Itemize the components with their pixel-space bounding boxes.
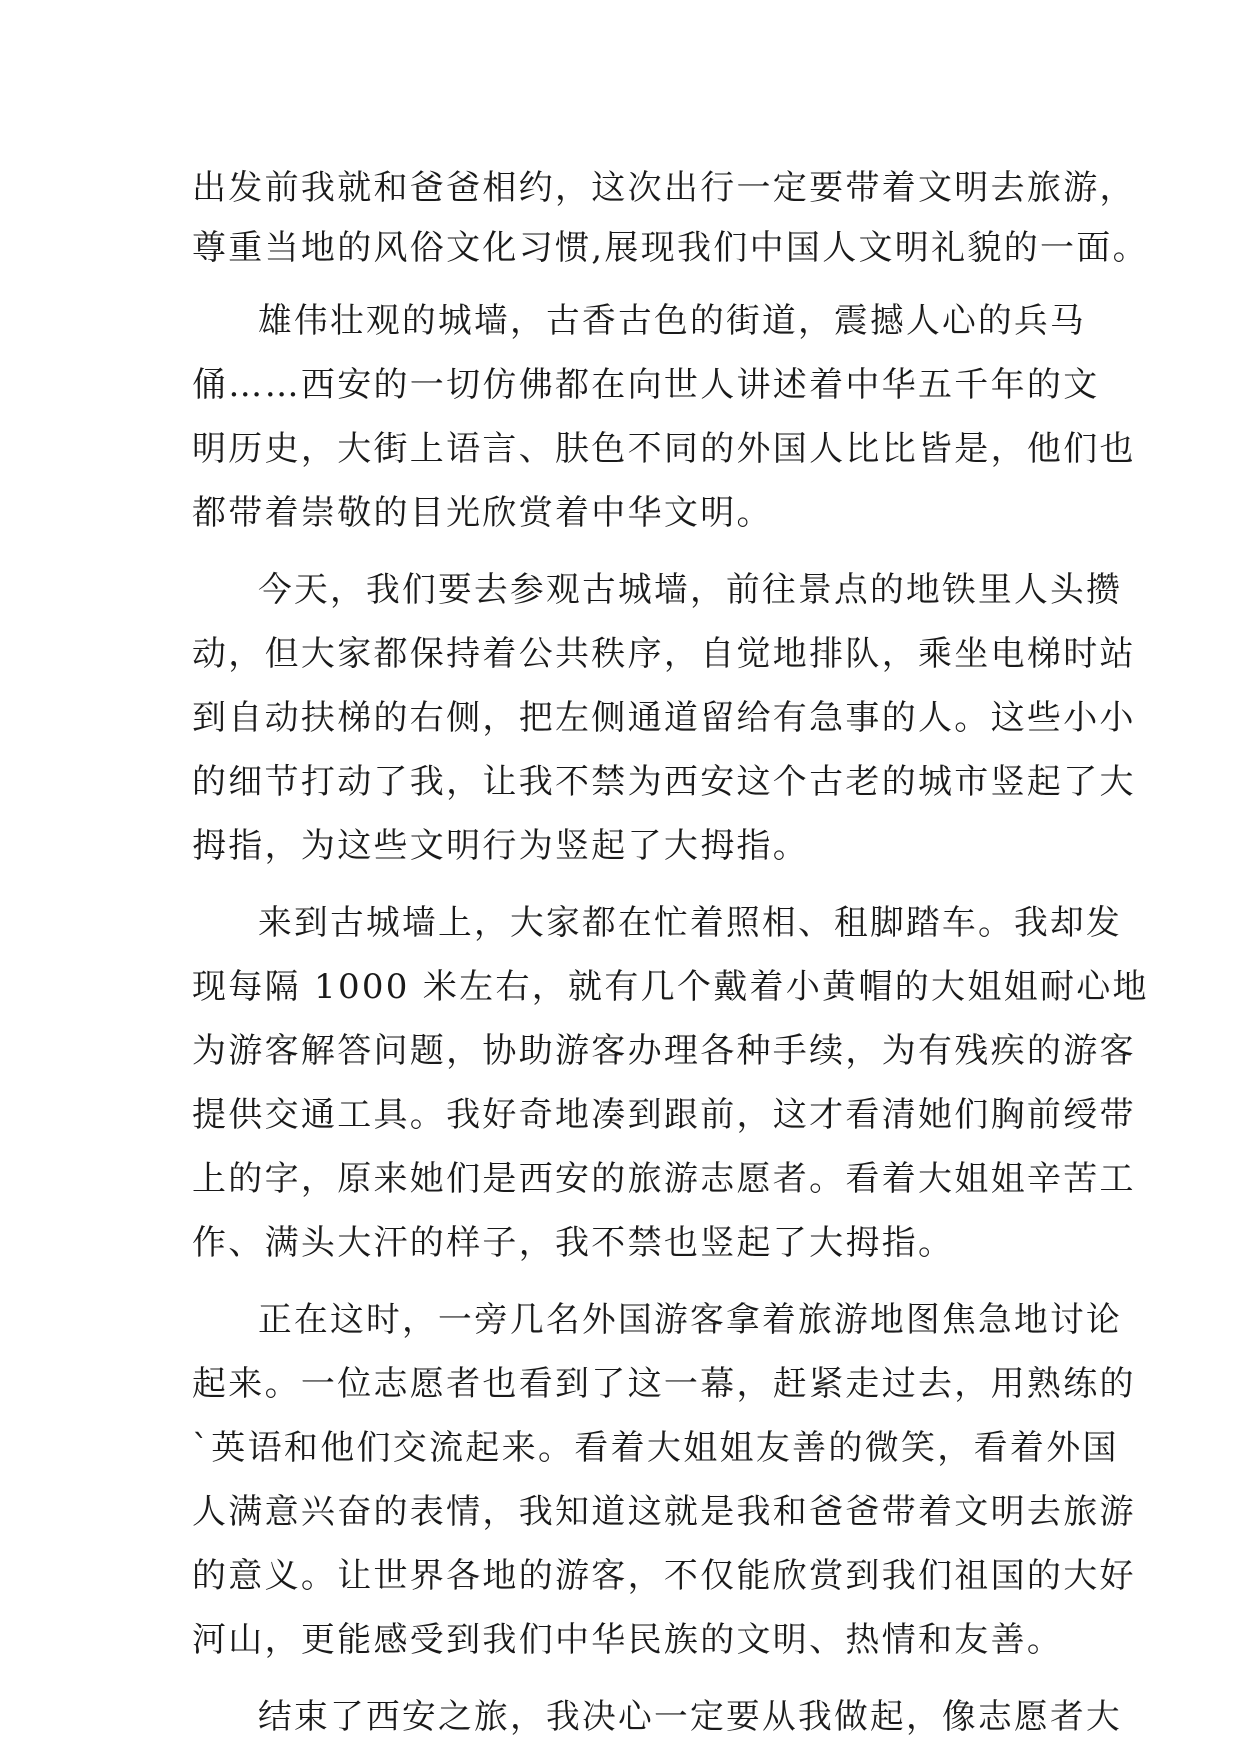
text-line: 作、满头大汗的样子，我不禁也竖起了大拇指。 xyxy=(192,1223,955,1263)
paragraph-start-line: 结束了西安之旅，我决心一定要从我做起，像志愿者大 xyxy=(258,1697,1122,1737)
text-line: 尊重当地的风俗文化习惯,展现我们中国人文明礼貌的一面。 xyxy=(192,228,1149,268)
text-line: 都带着崇敬的目光欣赏着中华文明。 xyxy=(192,493,773,533)
text-line: 出发前我就和爸爸相约，这次出行一定要带着文明去旅游， xyxy=(192,168,1136,208)
text-line: 动，但大家都保持着公共秩序，自觉地排队，乘坐电梯时站 xyxy=(192,634,1136,674)
text-line: 提供交通工具。我好奇地凑到跟前，这才看清她们胸前绶带 xyxy=(192,1095,1136,1135)
paragraph-start-line: 来到古城墙上，大家都在忙着照相、租脚踏车。我却发 xyxy=(258,903,1122,943)
text-line: 明历史，大街上语言、肤色不同的外国人比比皆是，他们也 xyxy=(192,429,1136,469)
text-line: 为游客解答问题，协助游客办理各种手续，为有残疾的游客 xyxy=(192,1031,1136,1071)
text-line: 人满意兴奋的表情，我知道这就是我和爸爸带着文明去旅游 xyxy=(192,1492,1136,1532)
paragraph-start-line: 正在这时，一旁几名外国游客拿着旅游地图焦急地讨论 xyxy=(258,1300,1122,1340)
text-line: 的细节打动了我，让我不禁为西安这个古老的城市竖起了大 xyxy=(192,762,1136,802)
text-line: 河山，更能感受到我们中华民族的文明、热情和友善。 xyxy=(192,1620,1064,1660)
text-line: 起来。一位志愿者也看到了这一幕，赶紧走过去，用熟练的 xyxy=(192,1364,1136,1404)
text-line: 到自动扶梯的右侧，把左侧通道留给有急事的人。这些小小 xyxy=(192,698,1136,738)
text-line: `英语和他们交流起来。看着大姐姐友善的微笑，看着外国 xyxy=(192,1428,1119,1468)
text-line: 拇指，为这些文明行为竖起了大拇指。 xyxy=(192,826,810,866)
paragraph-start-line: 今天，我们要去参观古城墙，前往景点的地铁里人头攒 xyxy=(258,570,1122,610)
text-line: 的意义。让世界各地的游客，不仅能欣赏到我们祖国的大好 xyxy=(192,1556,1136,1596)
text-line: 现每隔 1000 米左右，就有几个戴着小黄帽的大姐姐耐心地 xyxy=(192,967,1149,1007)
text-line: 俑……西安的一切仿佛都在向世人讲述着中华五千年的文 xyxy=(192,365,1100,405)
paragraph-start-line: 雄伟壮观的城墙，古香古色的街道，震撼人心的兵马 xyxy=(258,301,1086,341)
text-line: 上的字，原来她们是西安的旅游志愿者。看着大姐姐辛苦工 xyxy=(192,1159,1136,1199)
